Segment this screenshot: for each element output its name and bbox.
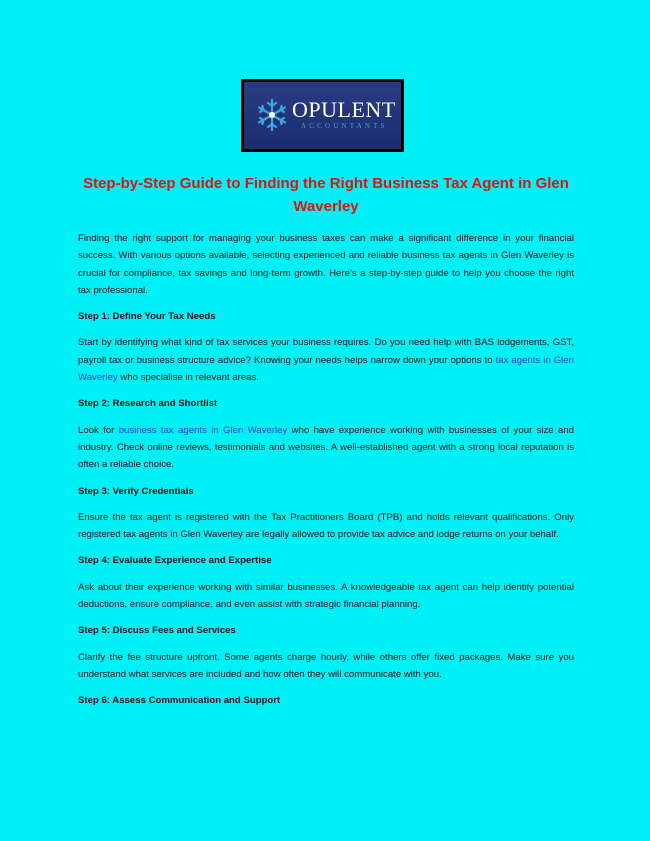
step-1-text-before: Start by identifying what kind of tax services your business requires. Do you need help with BAS lodgements, GST, payroll tax or business structure advice? Knowing your needs helps narrow down your options to xyxy=(78,337,574,366)
snowflake-logo-icon xyxy=(254,97,290,133)
company-logo xyxy=(241,79,404,152)
step-6-heading: Step 6: Assess Communication and Support xyxy=(78,695,281,707)
page-title: Step-by-Step Guide to Finding the Right Business Tax Agent in Glen Waverley xyxy=(83,175,569,215)
step-5-heading: Step 5: Discuss Fees and Services xyxy=(78,625,236,637)
step-2-heading: Step 2: Research and Shortlist xyxy=(78,398,218,410)
step-2-paragraph xyxy=(78,422,574,474)
step-3-paragraph: Ensure the tax agent is registered with the Tax Practitioners Board (TPB) and holds relevant qualifications. Only registered tax agents in Glen Waverley are legally allowed to provide tax advice and lodge returns on your behalf. xyxy=(78,511,574,541)
step-1-heading: Step 1: Define Your Tax Needs xyxy=(78,311,216,323)
intro-paragraph: Finding the right support for managing your business taxes can make a significant difference in your financial success. With various options available, selecting experienced and reliable business tax agents in Glen Waverley is crucial for compliance, tax savings and long-term growth. Here’s a step-by-step guide to help you choose the right tax professional. xyxy=(78,233,574,296)
logo-wordmark: OPULENT xyxy=(292,97,396,122)
business-tax-agents-glen-waverley-link[interactable]: business tax agents in Glen Waverley xyxy=(118,424,288,436)
step-4-heading: Step 4: Evaluate Experience and Expertise xyxy=(78,555,272,567)
step-2-text-before: Look for xyxy=(78,424,119,436)
article xyxy=(78,172,574,710)
step-3-heading: Step 3: Verify Credentials xyxy=(78,485,194,497)
step-2-text-after: who have experience working with businesses of your size and industry. Check online reviews, testimonials and websites. A well-established agent with a strong local reputation is often a reliable choice. xyxy=(78,424,574,471)
step-4-paragraph: Ask about their experience working with similar businesses. A knowledgeable tax agent can help identify potential deductions, ensure compliance, and even assist with strategic financial planning. xyxy=(78,581,574,611)
logo-tagline: ACCOUNTANTS xyxy=(301,122,388,130)
step-1-text-after: who specialise in relevant areas. xyxy=(117,372,259,384)
tax-agents-glen-waverley-link[interactable]: tax agents in Glen Waverley xyxy=(78,354,574,384)
step-1-paragraph xyxy=(78,334,574,386)
step-5-paragraph: Clarify the fee structure upfront. Some agents charge hourly, while others offer fixed packages. Make sure you understand what services are included and how often they will communicate with you. xyxy=(78,651,574,680)
logo-panel xyxy=(244,82,401,149)
